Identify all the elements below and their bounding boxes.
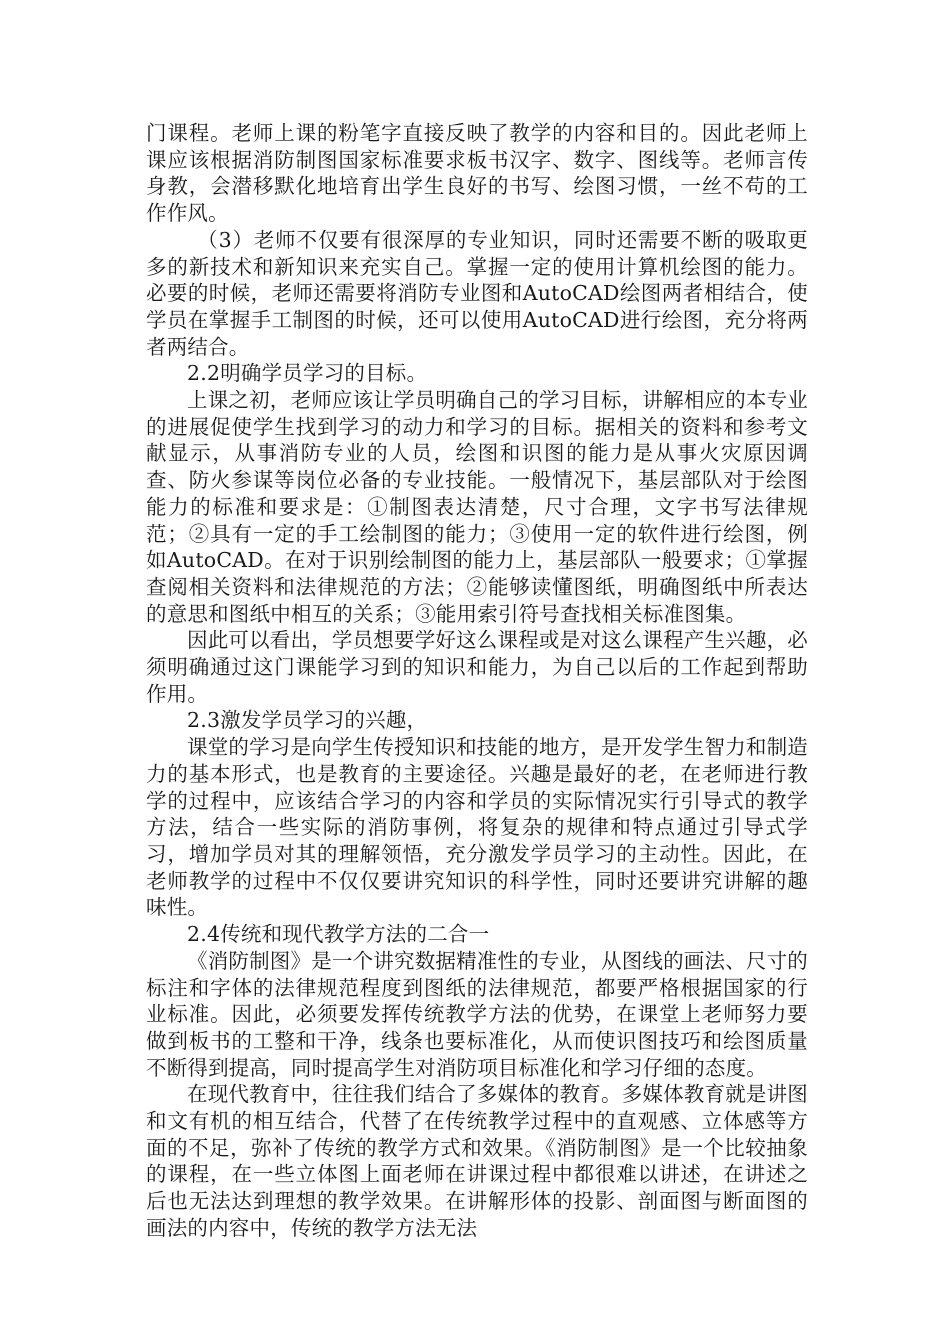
- paragraph-modern-method: 在现代教育中，往往我们结合了多媒体的教育。多媒体教育就是讲图和文有机的相互结合，代替了在传统教学过程中的直观感、立体感等方面的不足，弥补了传统的教学方式和效果。《消防制图》是一个比较抽象的课程，在一些立体图上面老师在讲课过程中都很难以讲述，在讲述之后也无法达到理想的教学效果。在讲解形体的投影、剖面图与断面图的画法的内容中，传统的教学方法无法: [146, 1082, 808, 1240]
- paragraph-learning-goals: 上课之初，老师应该让学员明确自己的学习目标，讲解相应的本专业的进展促使学生找到学习的动力和学习的目标。据相关的资料和参考文献显示，从事消防专业的人员，绘图和识图的能力是从事火灾原因调查、防火参谋等岗位必备的专业技能。一般情况下，基层部队对于绘图能力的标准和要求是：①制图表达清楚，尺寸合理，文字书写法律规范；②具有一定的手工绘制图的能力；③使用一定的软件进行绘图，例如AutoCAD。在对于识别绘制图的能力上，基层部队一般要求；①掌握查阅相关资料和法律规范的方法；②能够读懂图纸，明确图纸中所表达的意思和图纸中相互的关系；③能用索引符号查找相关标准图集。: [146, 388, 808, 626]
- document-body: [146, 120, 808, 1242]
- paragraph-intro-continuation: 门课程。老师上课的粉笔字直接反映了教学的内容和目的。因此老师上课应该根据消防制图国家标准要求板书汉字、数字、图线等。老师言传身教，会潜移默化地培育出学生良好的书写、绘图习惯，一丝不苟的工作作风。: [146, 121, 808, 226]
- section-heading-2-2: 2.2明确学员学习的目标。: [187, 361, 428, 386]
- paragraph-interest: 课堂的学习是向学生传授知识和技能的地方，是开发学生智力和制造力的基本形式，也是教育的主要途径。兴趣是最好的老，在老师进行教学的过程中，应该结合学习的内容和学员的实际情况实行引导式的教学方法，结合一些实际的消防事例，将复杂的规律和特点通过引导式学习，增加学员对其的理解领悟，充分激发学员学习的主动性。因此，在老师教学的过程中不仅仅要讲究知识的科学性，同时还要讲究讲解的趣味性。: [146, 735, 808, 920]
- paragraph-traditional-method: 《消防制图》是一个讲究数据精准性的专业，从图线的画法、尺寸的标注和字体的法律规范程度到图纸的法律规范，都要严格根据国家的行业标准。因此，必须要发挥传统教学方法的优势，在课堂上老师努力要做到板书的工整和干净，线条也要标准化，从而使识图技巧和绘图质量不断得到提高，同时提高学生对消防项目标准化和学习仔细的态度。: [146, 948, 808, 1080]
- section-heading-2-3: 2.3激发学员学习的兴趣，: [187, 708, 428, 733]
- paragraph-item-3: （3）老师不仅要有很深厚的专业知识，同时还需要不断的吸取更多的新技术和新知识来充实自己。掌握一定的使用计算机绘图的能力。必要的时候，老师还需要将消防专业图和AutoCAD绘图两者相结合，使学员在掌握手工制图的时候，还可以使用AutoCAD进行绘图，充分将两者两结合。: [146, 227, 808, 359]
- section-heading-2-4: 2.4传统和现代教学方法的二合一: [187, 922, 490, 947]
- paragraph-goals-conclusion: 因此可以看出，学员想要学好这么课程或是对这么课程产生兴趣，必须明确通过这门课能学习到的知识和能力，为自己以后的工作起到帮助作用。: [146, 628, 808, 706]
